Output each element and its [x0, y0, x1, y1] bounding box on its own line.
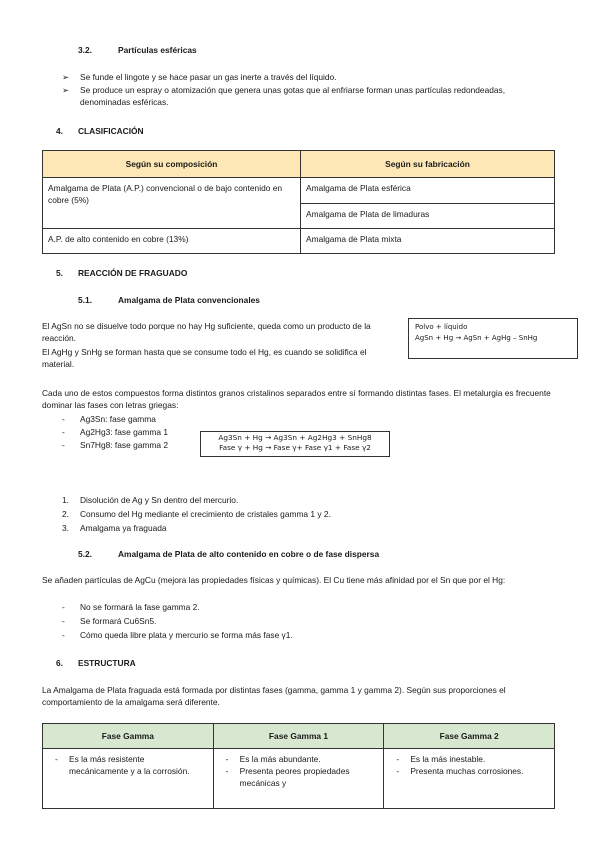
formula-line: AgSn + Hg → AgSn + AgHg – SnHg: [415, 333, 538, 342]
dash-bullet: -: [62, 414, 65, 424]
list-text: Consumo del Hg mediante el crecimiento de cristales gamma 1 y 2.: [80, 509, 331, 519]
list-text: Presenta peores propiedades mecánicas y: [239, 766, 350, 789]
table-header: Según su composición: [43, 151, 301, 178]
table-cell: [43, 749, 214, 809]
list-item: [62, 629, 293, 641]
dash-bullet: -: [62, 440, 65, 450]
bullet-text: Se produce un espray o atomización que genera unas gotas que al enfriarse forman unas partículas redondeadas, denominadas esféricas.: [80, 85, 506, 108]
dash-bullet: -: [62, 427, 65, 437]
list-text: Es la más abundante.: [239, 754, 321, 764]
table-cell: Amalgama de Plata mixta: [301, 229, 555, 254]
dash-bullet: -: [55, 754, 58, 764]
list-number: 2.: [62, 509, 69, 519]
arrow-bullet-icon: ➢: [62, 72, 70, 82]
table-cell: Amalgama de Plata de limaduras: [301, 204, 555, 229]
section-number-5: 5.: [56, 268, 63, 278]
arrow-bullet-icon: ➢: [62, 85, 70, 95]
dash-bullet: -: [396, 766, 400, 777]
paragraph: La Amalgama de Plata fraguada está formada por distintas fases (gamma, gamma 1 y gamma 2). Según sus proporciones el comportamiento de la amalgama será diferente.: [42, 685, 506, 708]
list-text: Amalgama ya fraguada: [80, 523, 167, 533]
table-cell: A.P. de alto contenido en cobre (13%): [43, 229, 301, 254]
list-item: [62, 439, 168, 451]
formula-box: [408, 318, 578, 359]
section-title-4: CLASIFICACIÓN: [78, 126, 144, 136]
list-item: [392, 753, 546, 765]
list-item: [62, 522, 167, 534]
section-number-6: 6.: [56, 658, 63, 668]
list-text: Presenta muchas corrosiones.: [410, 766, 524, 777]
list-text: Se formará Cu6Sn5.: [80, 616, 157, 626]
paragraph: Se añaden partículas de AgCu (mejora las propiedades físicas y químicas). El Cu tiene más afinidad por el Sn que por el Hg:: [42, 575, 506, 585]
section-number-5-1: 5.1.: [78, 295, 92, 305]
list-item: [62, 494, 238, 506]
list-text: Cómo queda libre plata y mercurio se forma más fase γ1.: [80, 630, 293, 640]
list-text: Sn7Hg8: fase gamma 2: [80, 440, 168, 450]
dash-bullet: -: [62, 602, 65, 612]
section-number-4: 4.: [56, 126, 63, 136]
list-item: [51, 753, 205, 777]
list-text: No se formará la fase gamma 2.: [80, 602, 200, 612]
list-text: Es la más resistente mecánicamente y a la corrosión.: [69, 754, 190, 777]
dash-bullet: -: [396, 754, 400, 764]
table-header: Fase Gamma: [43, 724, 214, 749]
table-header: Según su fabricación: [301, 151, 555, 178]
table-header: Fase Gamma 2: [384, 724, 555, 749]
list-item: [222, 765, 376, 789]
dash-bullet: -: [225, 754, 229, 764]
list-item: [62, 601, 200, 613]
list-item: [62, 426, 168, 438]
dash-bullet: -: [62, 630, 65, 640]
list-text: Ag3Sn: fase gamma: [80, 414, 156, 424]
list-item: [62, 615, 156, 627]
paragraph: El AgSn no se disuelve todo porque no hay Hg suficiente, queda como un producto de la reacción.: [42, 321, 371, 344]
table-header: Fase Gamma 1: [213, 724, 384, 749]
dash-bullet: -: [62, 616, 65, 626]
table-cell: [384, 749, 555, 809]
section-title-5-1: Amalgama de Plata convencionales: [118, 295, 260, 305]
list-item: [222, 753, 376, 765]
formula-line: Ag3Sn + Hg → Ag3Sn + Ag2Hg3 + SnHg8: [218, 433, 372, 442]
formula-line: Fase γ + Hg → Fase γ+ Fase γ1 + Fase γ2: [219, 442, 371, 452]
list-item: [62, 71, 562, 83]
table-cell: Amalgama de Plata esférica: [301, 178, 555, 204]
list-item: [62, 84, 542, 108]
list-text: Ag2Hg3: fase gamma 1: [80, 427, 168, 437]
table-cell: [213, 749, 384, 809]
formula-box: [200, 431, 390, 457]
list-item: [62, 508, 331, 520]
bullet-text: Se funde el lingote y se hace pasar un gas inerte a través del líquido.: [80, 72, 337, 82]
list-number: 3.: [62, 523, 69, 533]
classification-table: [42, 150, 555, 254]
list-text: Es la más inestable.: [410, 754, 486, 764]
list-text: Disolución de Ag y Sn dentro del mercurio.: [80, 495, 239, 505]
table-cell: Amalgama de Plata (A.P.) convencional o de bajo contenido en cobre (5%): [43, 178, 301, 229]
section-title-6: ESTRUCTURA: [78, 658, 136, 668]
section-number-3-2: 3.2.: [78, 45, 92, 55]
list-item: [62, 413, 156, 425]
section-number-5-2: 5.2.: [78, 549, 92, 559]
paragraph: El AgHg y SnHg se forman hasta que se consume todo el Hg, es cuando se solidifica el material.: [42, 347, 367, 370]
section-title-5-2: Amalgama de Plata de alto contenido en cobre o de fase dispersa: [118, 549, 380, 559]
formula-line: Polvo + líquido: [415, 323, 468, 331]
dash-bullet: -: [225, 766, 229, 777]
phase-table: [42, 723, 555, 809]
list-number: 1.: [62, 495, 69, 505]
list-item: [392, 765, 546, 777]
section-title-3-2: Partículas esféricas: [118, 45, 197, 55]
paragraph: Cada uno de estos compuestos forma distintos granos cristalinos separados entre sí formando distintas fases. El metalurgia es frecuente dominar las fases con letras griegas:: [42, 388, 551, 411]
section-title-5: REACCIÓN DE FRAGUADO: [78, 268, 188, 278]
